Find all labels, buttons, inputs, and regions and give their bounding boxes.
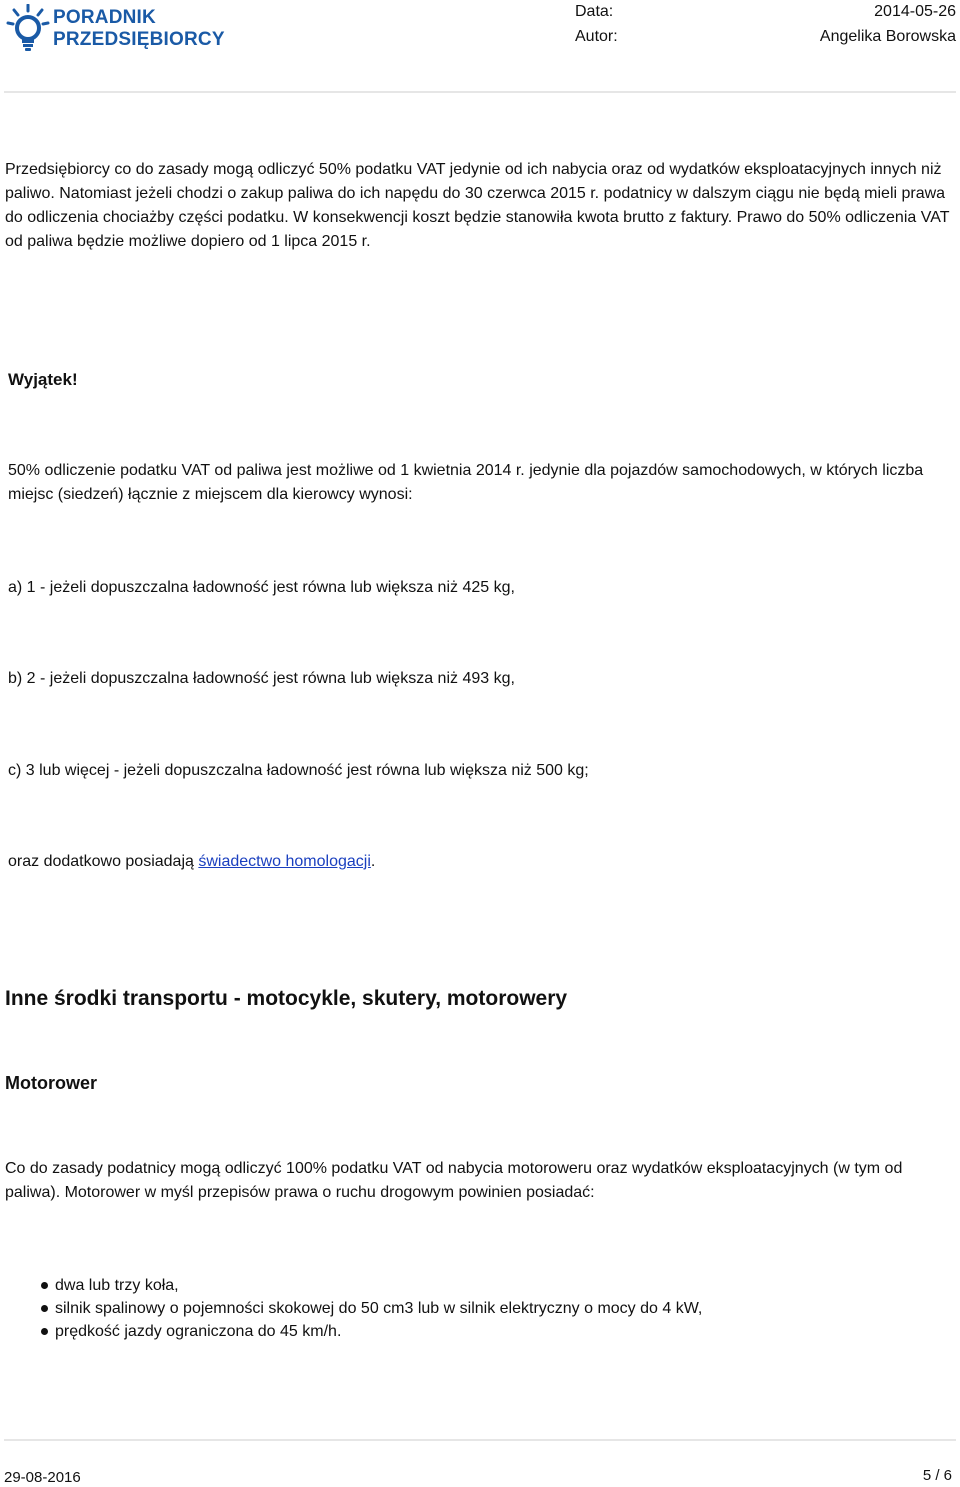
paragraph-moped: Co do zasady podatnicy mogą odliczyć 100% podatku VAT od nabycia motoroweru oraz wydatków eksploatacyjnych (w tym od paliwa). Motorower w myśl przepisów prawa o ruchu drogowym powinien posiadać: — [5, 1160, 903, 1201]
bullet-icon — [41, 1328, 48, 1335]
author-label: Autor: — [575, 28, 618, 45]
section-title: Inne środki transportu - motocykle, skutery, motorowery — [5, 987, 568, 1010]
date-label: Data: — [575, 3, 614, 20]
footer-divider — [4, 1439, 956, 1441]
list-item-text: dwa lub trzy koła, — [55, 1277, 179, 1294]
page-number: 5 / 6 — [922, 1467, 952, 1484]
list-item — [0, 1274, 955, 1297]
list-item-b: b) 2 - jeżeli dopuszczalna ładowność jest równa lub większa niż 493 kg, — [8, 670, 515, 687]
logo-line-1: PORADNIK — [53, 7, 156, 28]
list-item-text: silnik spalinowy o pojemności skokowej do 50 cm3 lub w silnik elektryczny o mocy do 4 kW, — [55, 1300, 703, 1317]
logo-wordmark — [53, 7, 225, 51]
bullet-icon — [41, 1282, 48, 1289]
author-value: Angelika Borowska — [819, 28, 956, 45]
lightbulb-icon — [6, 4, 50, 54]
list-item-a: a) 1 - jeżeli dopuszczalna ładowność jest równa lub większa niż 425 kg, — [8, 579, 515, 596]
footer-date: 29-08-2016 — [4, 1469, 81, 1486]
date-value: 2014-05-26 — [874, 3, 956, 20]
moped-requirements-list — [0, 1274, 955, 1343]
list-item — [0, 1297, 955, 1320]
homologation-suffix: . — [370, 853, 376, 870]
list-item-c: c) 3 lub więcej - jeżeli dopuszczalna ładowność jest równa lub większa niż 500 kg; — [8, 762, 589, 779]
list-item-text: prędkość jazdy ograniczona do 45 km/h. — [55, 1323, 342, 1340]
paragraph-fuel-deduction: Przedsiębiorcy co do zasady mogą odliczyć 50% podatku VAT jedynie od ich nabycia oraz od wydatków eksploatacyjnych innych niż paliwo. Natomiast jeżeli chodzi o zakup paliwa do ich napędu do 30 czerwca 2015 r. podatnicy w dalszym ciągu nie będą mieli prawa do odliczenia chociażby części podatku. W konsekwencji koszt będzie stanowiła kwota brutto z faktury. Prawo do 50% odliczenia VAT od paliwa będzie możliwe dopiero od 1 lipca 2015 r. — [5, 161, 950, 250]
bullet-icon — [41, 1305, 48, 1312]
paragraph-homologation — [8, 850, 953, 874]
list-item — [0, 1320, 955, 1343]
logo-line-2: PRZEDSIĘBIORCY — [53, 29, 225, 50]
homologation-prefix: oraz dodatkowo posiadają — [8, 853, 199, 870]
header-divider — [4, 91, 956, 93]
site-logo[interactable] — [6, 4, 236, 54]
homologation-link[interactable]: świadectwo homologacji — [198, 853, 371, 870]
subsection-title: Motorower — [5, 1073, 97, 1093]
exception-heading: Wyjątek! — [8, 370, 78, 389]
paragraph-exception: 50% odliczenie podatku VAT od paliwa jest możliwe od 1 kwietnia 2014 r. jedynie dla pojazdów samochodowych, w których liczba miejsc (siedzeń) łącznie z miejscem dla kierowcy wynosi: — [8, 462, 924, 503]
